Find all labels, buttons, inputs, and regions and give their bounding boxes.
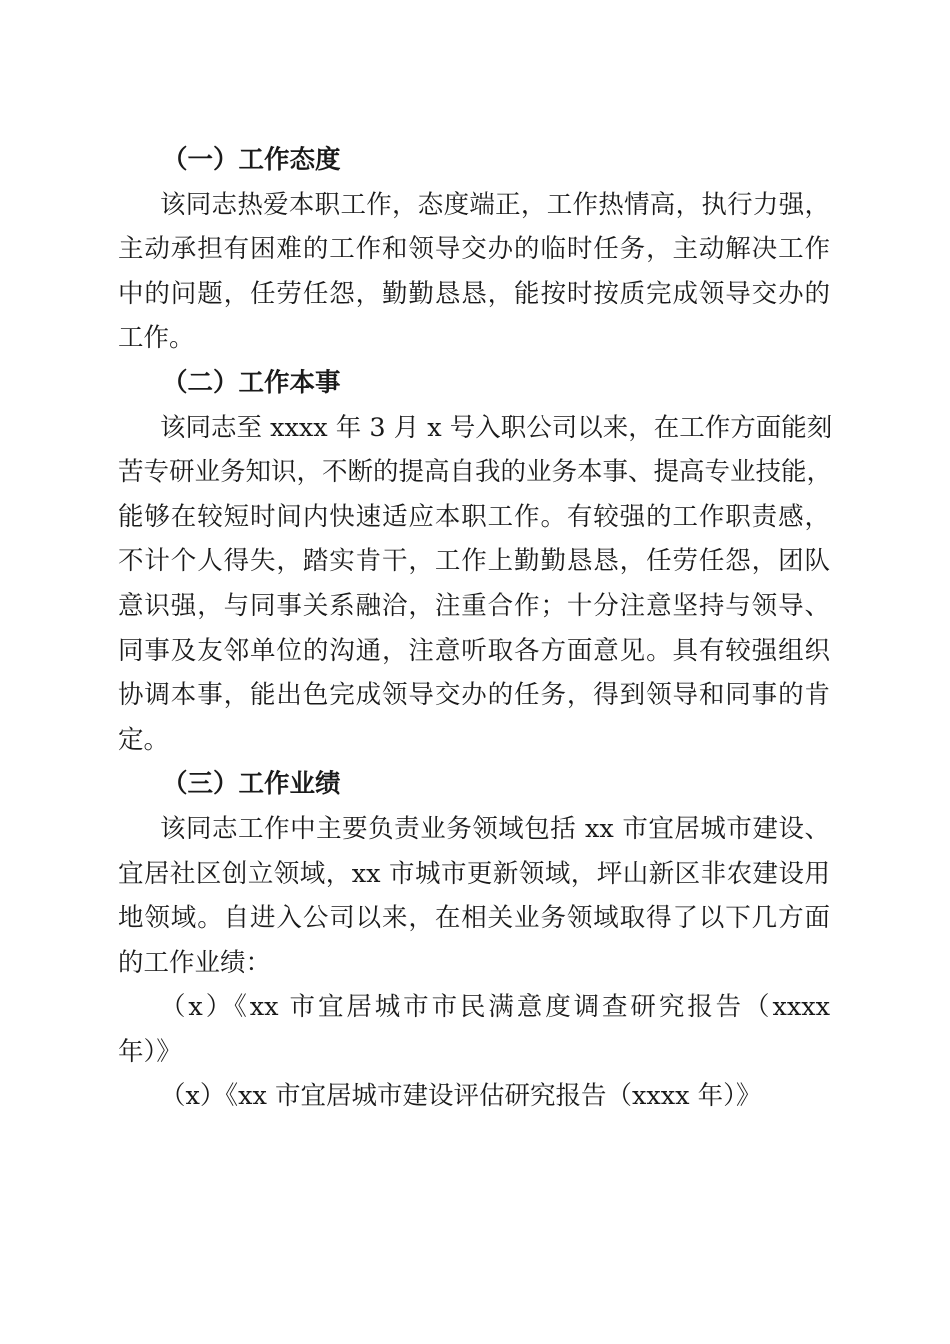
text-line: 地领域。自进入公司以来，在相关业务领域取得了以下几方面	[118, 903, 830, 934]
text-line: 宜居社区创立领域，xx 市城市更新领域，坪山新区非农建设用	[118, 858, 830, 889]
section-work-achievements	[118, 762, 830, 1119]
text-line: 意识强，与同事关系融洽，注重合作；十分注意坚持与领导、	[118, 590, 830, 621]
document-body	[118, 138, 833, 1119]
text-line: 工作。	[118, 323, 195, 354]
section-heading: （三）工作业绩	[162, 769, 341, 800]
text-line: 定。	[118, 724, 170, 755]
section-work-attitude	[118, 138, 830, 361]
text-line: 同事及友邻单位的沟通，注意听取各方面意见。具有较强组织	[118, 635, 830, 666]
text-line: 能够在较短时间内快速适应本职工作。有较强的工作职责感，	[118, 501, 830, 532]
text-line: 不计个人得失，踏实肯干，工作上勤勤恳恳，任劳任怨，团队	[118, 546, 830, 577]
text-line: （x）《xx 市宜居城市建设评估研究报告（xxxx 年）》	[160, 1081, 762, 1112]
paragraph	[118, 807, 830, 985]
text-line: 的工作业绩：	[118, 947, 272, 978]
section-work-ability	[118, 361, 833, 762]
section-heading: （一）工作态度	[162, 145, 341, 175]
text-line: 中的问题，任劳任怨，勤勤恳恳，能按时按质完成领导交办的	[118, 278, 830, 309]
text-line: 主动承担有困难的工作和领导交办的临时任务，主动解决工作	[118, 234, 830, 265]
list-item	[118, 985, 830, 1074]
paragraph	[118, 406, 833, 763]
text-line: 该同志至 xxxx 年 3 月 x 号入职公司以来，在工作方面能刻	[160, 412, 833, 443]
text-line: 该同志热爱本职工作，态度端正，工作热情高，执行力强，	[160, 189, 830, 220]
text-line: （x）《xx 市宜居城市市民满意度调查研究报告（xxxx	[160, 992, 830, 1023]
text-line: 该同志工作中主要负责业务领域包括 xx 市宜居城市建设、	[160, 813, 830, 844]
text-line: 苦专研业务知识，不断的提高自我的业务本事、提高专业技能，	[118, 457, 833, 488]
text-line: 协调本事，能出色完成领导交办的任务，得到领导和同事的肯	[118, 680, 830, 711]
list-item	[118, 1074, 830, 1119]
paragraph	[118, 183, 830, 361]
section-heading: （二）工作本事	[162, 367, 341, 398]
text-line: 年）》	[118, 1036, 182, 1067]
